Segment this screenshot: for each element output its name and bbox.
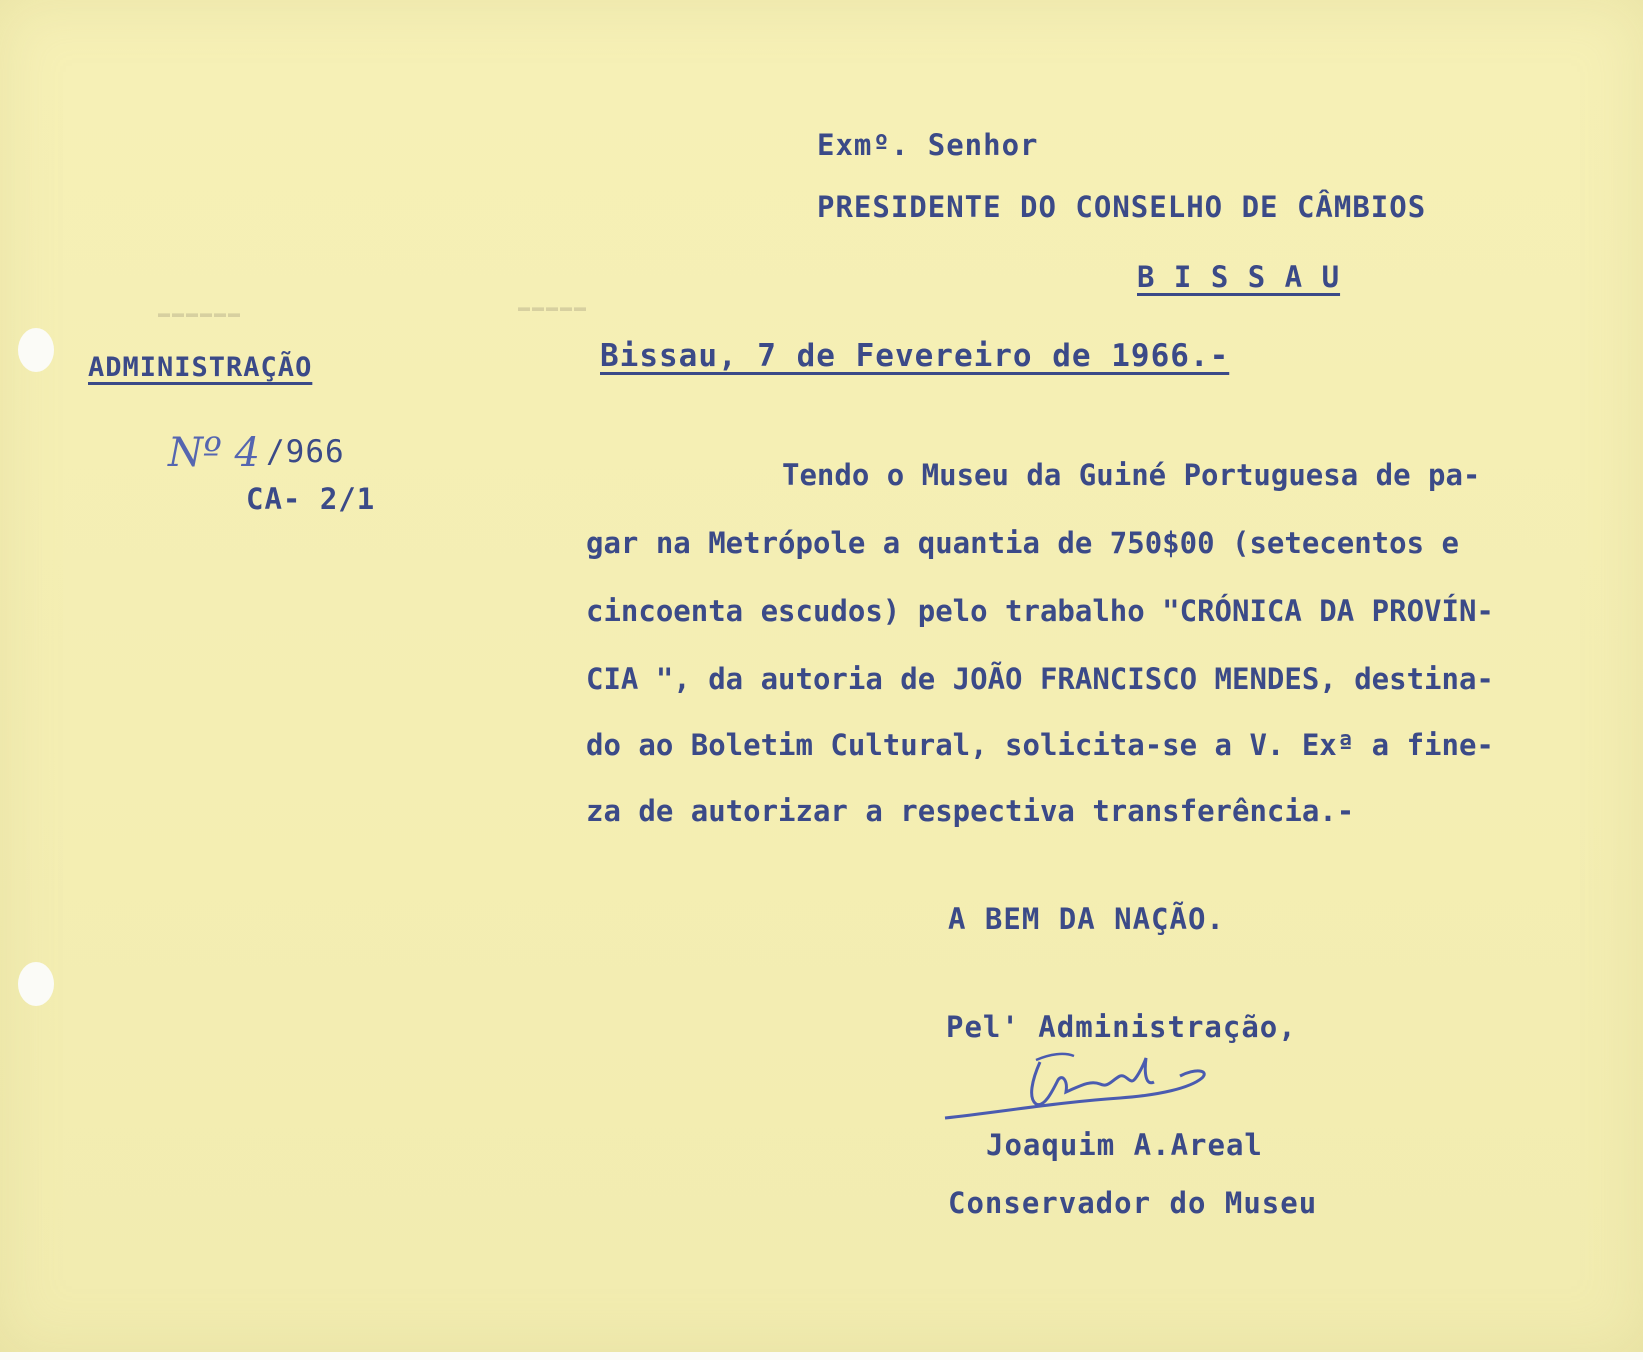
body-line: za de autorizar a respectiva transferência.-: [586, 794, 1355, 828]
department-heading: ADMINISTRAÇÃO: [88, 352, 313, 383]
faint-bleed-text: ▬▬▬▬▬▬: [158, 306, 242, 320]
reference-code: CA- 2/1: [246, 482, 376, 516]
punch-hole: [18, 328, 54, 372]
body-line: cincoenta escudos) pelo trabalho "CRÓNICA DA PROVÍN-: [586, 594, 1494, 628]
number-year: /966: [266, 434, 345, 470]
on-behalf-line: Pel' Administração,: [946, 1010, 1297, 1044]
date-line: Bissau, 7 de Fevereiro de 1966.-: [600, 338, 1230, 374]
handwritten-number: Nº 4: [168, 430, 260, 476]
body-line: do ao Boletim Cultural, solicita-se a V. Exª a fine-: [586, 728, 1494, 762]
salutation: Exmº. Senhor: [817, 128, 1039, 162]
faint-bleed-text: ▬▬▬▬▬: [518, 300, 588, 314]
signer-name: Joaquim A.Areal: [986, 1128, 1263, 1162]
signer-position: Conservador do Museu: [948, 1186, 1318, 1220]
addressee-title: PRESIDENTE DO CONSELHO DE CÂMBIOS: [817, 190, 1427, 224]
body-line: CIA ", da autoria de JOÃO FRANCISCO MENDES, destina-: [586, 662, 1494, 696]
handwritten-signature: [940, 1040, 1260, 1130]
closing-phrase: A BEM DA NAÇÃO.: [948, 902, 1225, 936]
body-line: gar na Metrópole a quantia de 750$00 (setecentos e: [586, 526, 1459, 560]
body-line: Tendo o Museu da Guiné Portuguesa de pa-: [782, 458, 1481, 492]
addressee-city: B I S S A U: [1137, 260, 1341, 294]
punch-hole: [18, 962, 54, 1006]
